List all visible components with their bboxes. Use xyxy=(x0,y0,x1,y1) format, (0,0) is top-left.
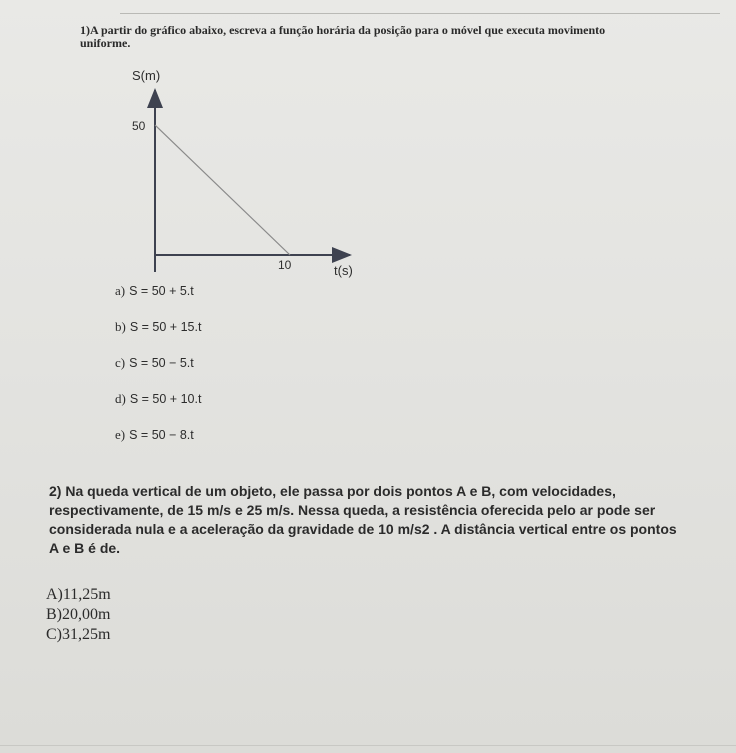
answer-choice-2[interactable]: B)20,00m xyxy=(46,606,111,623)
option-equation: S = 50 − 5.t xyxy=(129,356,194,370)
option-equation: S = 50 + 5.t xyxy=(129,284,194,298)
option-5[interactable] xyxy=(115,427,194,443)
option-3[interactable] xyxy=(115,355,194,371)
position-time-graph xyxy=(110,62,370,287)
question-1-text: 1)A partir do gráfico abaixo, escreva a função horária da posição para o móvel que executa movimento uniforme. xyxy=(80,23,606,50)
option-letter: c) xyxy=(115,355,126,370)
option-letter: e) xyxy=(115,427,126,442)
question-2-text: 2) Na queda vertical de um objeto, ele passa por dois pontos A e B, com velocidades, respectivamente, de 15 m/s e 25 m/s. Nessa queda, a resistência oferecida pelo ar pode ser considerada nula e a aceleração da gravidade de 10 m/s2 . A distância vertical entre os pontos A e B é de. xyxy=(49,483,677,556)
x-tick-label: 10 xyxy=(278,258,292,272)
series-line xyxy=(155,125,290,255)
y-axis-label: S(m) xyxy=(132,68,161,83)
page-bottom-line xyxy=(0,745,736,746)
option-letter: d) xyxy=(115,391,126,406)
option-letter: a) xyxy=(115,283,126,298)
answer-choice-1[interactable]: A)11,25m xyxy=(46,586,111,603)
option-2[interactable] xyxy=(115,319,201,335)
option-equation: S = 50 + 15.t xyxy=(129,320,202,334)
x-axis-label: t(s) xyxy=(334,263,353,278)
option-letter: b) xyxy=(115,319,126,334)
option-4[interactable] xyxy=(115,391,201,407)
page-top-line xyxy=(120,13,720,14)
option-equation: S = 50 − 8.t xyxy=(129,428,194,442)
y-tick-label: 50 xyxy=(132,119,146,133)
option-equation: S = 50 + 10.t xyxy=(129,392,202,406)
option-1[interactable] xyxy=(115,283,194,299)
answer-choice-3[interactable]: C)31,25m xyxy=(46,626,111,643)
